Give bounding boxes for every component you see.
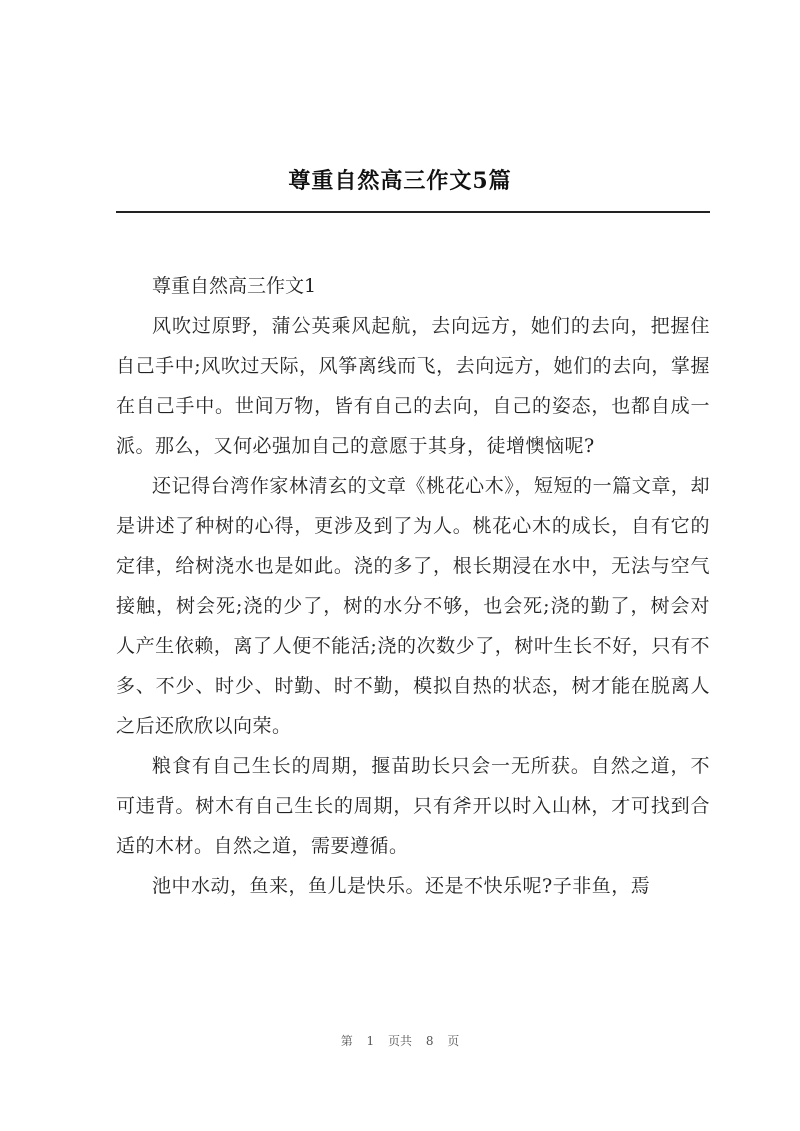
paragraph: 风吹过原野，蒲公英乘风起航，去向远方，她们的去向，把握住自己手中;风吹过天际，风筝离线而飞，去向远方，她们的去向，掌握在自己手中。世间万物，皆有自己的去向，自己的姿态，也都自成一派。那么，又何必强加自己的意愿于其身，徒增懊恼呢? xyxy=(116,315,710,457)
page-number-footer: 第 1 页共 8 页 xyxy=(340,1034,460,1048)
section-heading: 尊重自然高三作文1 xyxy=(152,275,317,297)
paragraph: 粮食有自己生长的周期，揠苗助长只会一无所获。自然之道，不可违背。树木有自己生长的周期，只有斧开以时入山林，才可找到合适的木材。自然之道，需要遵循。 xyxy=(116,755,710,857)
document-body xyxy=(116,266,710,906)
document-title: 尊重自然高三作文5篇 xyxy=(288,168,512,194)
paragraph: 池中水动，鱼来，鱼儿是快乐。还是不快乐呢?子非鱼，焉 xyxy=(152,875,651,897)
title-divider xyxy=(116,211,710,213)
paragraph: 还记得台湾作家林清玄的文章《桃花心木》，短短的一篇文章，却是讲述了种树的心得，更涉及到了为人。桃花心木的成长，自有它的定律，给树浇水也是如此。浇的多了，根长期浸在水中，无法与空气接触，树会死;浇的少了，树的水分不够，也会死;浇的勤了，树会对人产生依赖，离了人便不能活;浇的次数少了，树叶生长不好，只有不多、不少、时少、时勤、时不勤，模拟自热的状态，树才能在脱离人之后还欣欣以向荣。 xyxy=(116,475,710,737)
